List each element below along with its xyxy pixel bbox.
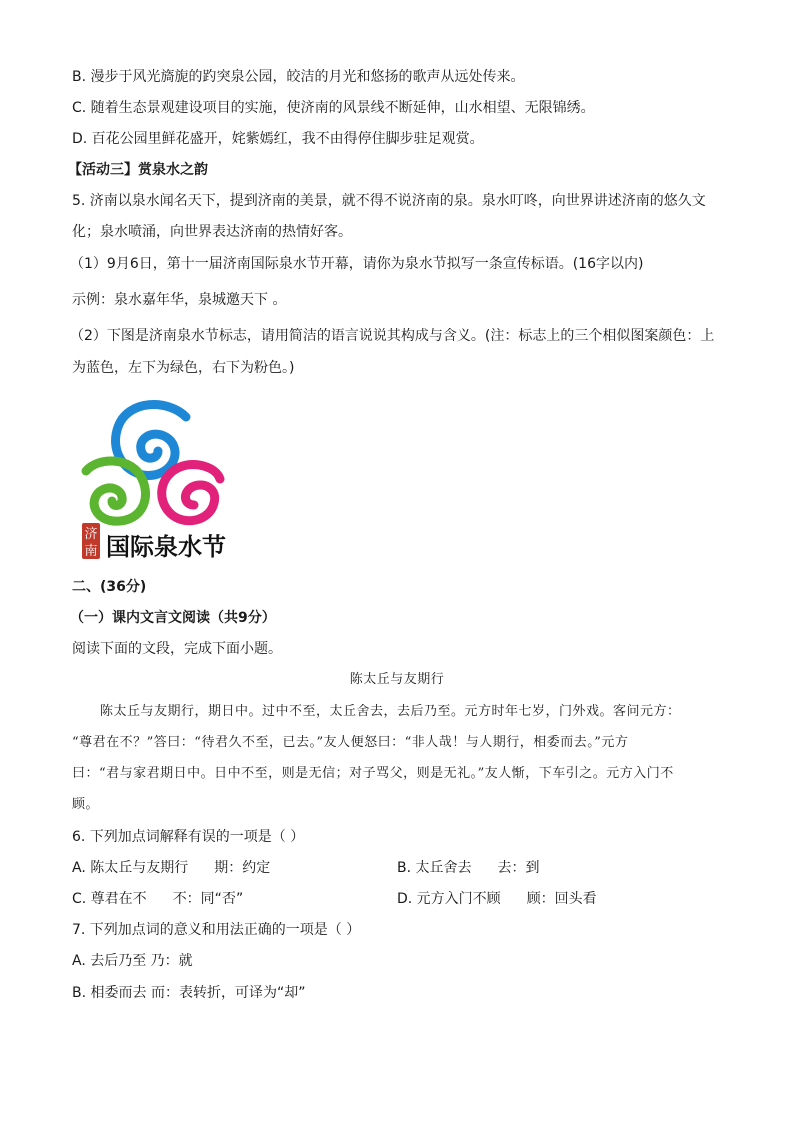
- seal-char-2: 南: [84, 544, 98, 559]
- q6-a-text: A. 陈太丘与友期行: [72, 860, 189, 876]
- q5-example: 示例：泉水嘉年华，泉城邀天下 。: [72, 292, 287, 308]
- q7-option-b: B. 相委而去 而：表转折，可译为“却”: [72, 985, 306, 1001]
- q7-option-a: A. 去后乃至 乃：就: [72, 953, 193, 969]
- q6-c-text: C. 尊君在不: [72, 891, 147, 907]
- q6-option-a: [72, 858, 270, 878]
- section2-heading: 二、(36分): [72, 579, 147, 595]
- passage-line-2: “尊君在不？”答曰：“待君久不至，已去。”友人便怒曰：“非人哉！与人期行，相委而去。”元方: [72, 735, 629, 750]
- q7-stem: 7. 下列加点词的意义和用法正确的一项是（ ）: [72, 922, 361, 938]
- q6-b-gloss: 去：到: [497, 860, 540, 876]
- passage-title: 陈太丘与友期行: [349, 672, 445, 687]
- spring-festival-logo: [78, 395, 228, 565]
- q5-sub2-line1: （2）下图是济南泉水节标志，请用简洁的语言说说其构成与含义。(注：标志上的三个相似图案颜色：上: [70, 328, 715, 344]
- logo-caption: 国际泉水节: [106, 532, 226, 561]
- option-c-prev: C. 随着生态景观建设项目的实施，使济南的风景线不断延伸，山水相望、无限锦绣。: [72, 100, 595, 116]
- q5-line2: 化；泉水喷涌，向世界表达济南的热情好客。: [72, 224, 352, 240]
- option-b-prev: B. 漫步于风光旖旎的趵突泉公园，皎洁的月光和悠扬的歌声从远处传来。: [72, 69, 525, 85]
- seal-char-1: 济: [84, 527, 98, 542]
- logo-graphic: [78, 395, 228, 565]
- q6-option-b: [397, 858, 540, 878]
- option-d-prev: D. 百花公园里鲜花盛开，姹紫嫣红，我不由得停住脚步驻足观赏。: [72, 131, 484, 147]
- q6-d-gloss: 顾：回头看: [526, 891, 597, 907]
- q6-option-c: [72, 889, 243, 909]
- q5-sub2-line2: 为蓝色，左下为绿色，右下为粉色。): [72, 360, 295, 376]
- q6-a-gloss: 期：约定: [214, 860, 271, 876]
- passage-line-1: 陈太丘与友期行，期日中。过中不至，太丘舍去，去后乃至。元方时年七岁，门外戏。客问元方：: [100, 704, 681, 719]
- q6-d-text: D. 元方入门不顾: [397, 891, 501, 907]
- q5-line1: 5. 济南以泉水闻名天下，提到济南的美景，就不得不说济南的泉。泉水叮咚，向世界讲述济南的悠久文: [72, 193, 706, 209]
- section2-subheading: （一）课内文言文阅读（共9分）: [70, 610, 276, 626]
- green-spiral-icon: [86, 461, 146, 521]
- q6-stem: 6. 下列加点词解释有误的一项是（ ）: [72, 829, 305, 845]
- pink-spiral-icon: [162, 465, 220, 521]
- q6-option-d: [397, 889, 597, 909]
- q5-sub1: （1）9月6日，第十一届济南国际泉水节开幕，请你为泉水节拟写一条宣传标语。(16字以内): [70, 256, 644, 272]
- passage-line-4: 顾。: [72, 797, 100, 812]
- activity3-heading: 【活动三】赏泉水之韵: [68, 162, 208, 178]
- section2-instruction: 阅读下面的文段，完成下面小题。: [72, 641, 282, 657]
- q6-b-text: B. 太丘舍去: [397, 860, 472, 876]
- passage-line-3: 曰：“君与家君期日中。日中不至，则是无信；对子骂父，则是无礼。”友人惭，下车引之。元方入门不: [72, 766, 674, 781]
- q6-c-gloss: 不：同“否”: [172, 891, 244, 907]
